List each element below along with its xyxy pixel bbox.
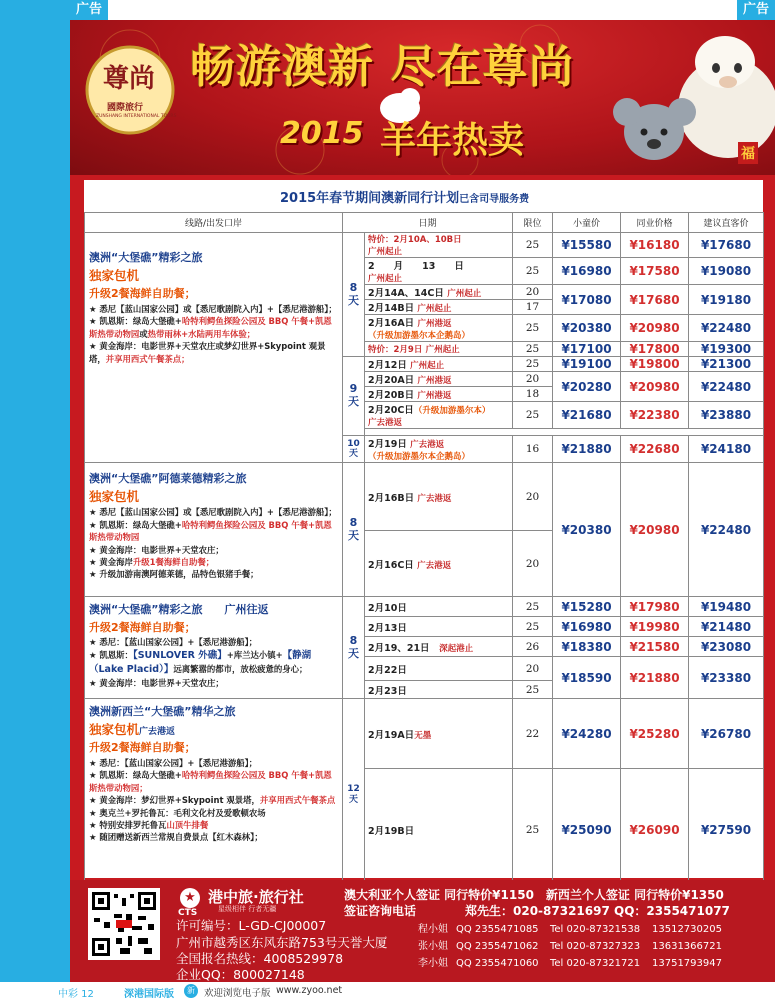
header-route: 线路/出发口岸 — [85, 213, 343, 233]
header-retail: 建议直客价 — [689, 213, 764, 233]
itinerary-item: ★ 奥克兰+罗托鲁瓦：毛利文化村及爱歌顿农场 — [89, 807, 266, 818]
visa-contact: 郑先生：020-87321697 QQ：2355471077 — [465, 904, 730, 918]
trade-price: ¥25280 — [621, 699, 689, 769]
contact-row: 程小姐 QQ 2355471085 Tel 020-87321538 13512730205 — [418, 924, 722, 935]
itinerary-item: ★ 悉尼：【蓝山国家公园】+【悉尼港游船】； — [89, 637, 258, 648]
itinerary-item: ★ 凯恩斯：绿岛大堡礁+哈特利鳄鱼探险公园及 BBQ 午餐+凯恩斯热带动物园或热带雨林+水陆两用车体验； — [89, 316, 332, 339]
route-charter: 独家包机广去港返 — [89, 721, 176, 737]
limit-cell: 18 — [513, 387, 553, 402]
date-cell: 2月13日 — [365, 617, 513, 637]
fortune-badge: 福 — [738, 142, 758, 164]
route-title: 澳洲“大堡礁”阿德莱德精彩之旅 — [89, 472, 247, 485]
days-cell: 10 天 — [343, 436, 365, 463]
contact-row: 李小姐 QQ 2355471060 Tel 020-87321721 13751793947 — [418, 958, 722, 969]
limit-cell: 20 — [513, 463, 553, 531]
retail-price: ¥23380 — [689, 657, 764, 699]
ad-tag-right: 广告 — [737, 0, 775, 20]
itinerary-item: ★ 凯恩斯：绿岛大堡礁+哈特利鳄鱼探险公园及 BBQ 午餐+凯恩斯热带动物园； — [89, 770, 332, 793]
logo-char: 尊尚 — [103, 64, 156, 94]
days-cell: 8 天 — [343, 463, 365, 597]
itinerary-item: ★ 悉尼【蓝山国家公园】或【悉尼歌剧院入内】+【悉尼港游船】； — [89, 507, 337, 518]
retail-price: ¥22480 — [689, 315, 764, 342]
trade-price: ¥16180 — [621, 233, 689, 258]
cts-label: CTS — [178, 908, 198, 918]
route-title: 澳洲“大堡礁”精彩之旅 广州往返 — [89, 603, 269, 616]
trade-price: ¥19980 — [621, 617, 689, 637]
child-price: ¥20280 — [553, 372, 621, 402]
logo-en: ZUNSHANG INTERNATIONAL TOURS — [96, 114, 177, 119]
date-cell: 2月23日 — [365, 681, 513, 699]
child-price: ¥16980 — [553, 258, 621, 285]
trade-price: ¥20980 — [621, 463, 689, 597]
limit-cell: 20 — [513, 657, 553, 681]
route-charter: 独家包机 — [89, 488, 140, 504]
date-cell: 2月10日 — [365, 597, 513, 617]
route-cell-g2 — [85, 463, 343, 597]
welcome-text: 欢迎浏览电子版 — [204, 988, 271, 999]
itinerary-item: ★ 黄金海岸：梦幻世界+Skypoint 观景塔，并享用西式午餐茶点 — [89, 795, 336, 806]
trade-price: ¥26090 — [621, 769, 689, 891]
limit-cell: 17 — [513, 300, 553, 315]
date-cell: 2月14A、14C日 广州起止 — [365, 285, 513, 300]
date-cell: 2月20B日 广州港返 — [365, 387, 513, 402]
table-row — [85, 597, 764, 617]
date-cell: 2月22日 — [365, 657, 513, 681]
header-trade: 同业价格 — [621, 213, 689, 233]
retail-price: ¥19080 — [689, 258, 764, 285]
date-cell: 2月20C日（升级加游墨尔本） 广去港返 — [365, 402, 513, 429]
banner-year: 2015 — [280, 116, 364, 151]
tour-price-table — [84, 212, 764, 891]
route-charter: 独家包机 — [89, 267, 140, 283]
retail-price: ¥21300 — [689, 357, 764, 372]
logo-sub: 國際旅行 — [107, 103, 144, 113]
itinerary-item: ★ 黄金海岸：电影世界+天堂农庄或梦幻世界+Skypoint 观景塔，并享用西式午餐茶点； — [89, 341, 326, 364]
site-url[interactable]: www.zyoo.net — [276, 985, 343, 996]
route-upgrade: 升级2餐海鲜自助餐； — [89, 620, 196, 634]
left-color-bar — [0, 0, 70, 982]
trade-price: ¥21880 — [621, 657, 689, 699]
date-cell: 2月16B日 广去港返 — [365, 463, 513, 531]
table-title: 2015年春节期间澳新同行计划已含司导服务费 — [280, 191, 530, 206]
date-cell: 特价：2月10A、10B日 广州起止 — [365, 233, 513, 258]
limit-cell: 25 — [513, 402, 553, 429]
limit-cell: 25 — [513, 597, 553, 617]
date-cell: 2月16A日 广州港返 （升级加游墨尔本企鹅岛） — [365, 315, 513, 342]
child-price: ¥20380 — [553, 463, 621, 597]
visa-label: 签证咨询电话 — [344, 904, 417, 918]
trade-price: ¥22680 — [621, 436, 689, 463]
date-cell: 2月19日 广去港返 （升级加游墨尔本企鹅岛） — [365, 436, 513, 463]
date-cell: 2月12日 广州起止 — [365, 357, 513, 372]
route-cell-g1 — [85, 233, 343, 463]
days-cell: 8 天 — [343, 233, 365, 357]
retail-price: ¥23880 — [689, 402, 764, 429]
date-cell: 2月20A日 广州港返 — [365, 372, 513, 387]
route-title: 澳洲“大堡礁”精彩之旅 — [89, 251, 203, 264]
route-title: 澳洲新西兰“大堡礁”精华之旅 — [89, 705, 236, 718]
page-footer — [0, 982, 775, 1000]
table-row — [85, 233, 764, 258]
child-price: ¥25090 — [553, 769, 621, 891]
itinerary-item: ★ 悉尼【蓝山国家公园】或【悉尼歌剧院入内】+【悉尼港游船】； — [89, 303, 337, 314]
trade-price: ¥19800 — [621, 357, 689, 372]
child-price: ¥16980 — [553, 617, 621, 637]
limit-cell: 25 — [513, 357, 553, 372]
trade-price: ¥20980 — [621, 372, 689, 402]
agency-footer — [70, 880, 775, 982]
contact-row: 张小姐 QQ 2355471062 Tel 020-87327323 13631366721 — [418, 941, 722, 952]
limit-cell: 25 — [513, 315, 553, 342]
limit-cell: 25 — [513, 233, 553, 258]
agency-brand: 港中旅·旅行社 — [208, 888, 304, 906]
limit-cell: 20 — [513, 372, 553, 387]
retail-price: ¥22480 — [689, 372, 764, 402]
license-number: 许可编号：L-GD-CJ00007 — [176, 918, 327, 933]
itinerary-item: ★ 悉尼：【蓝山国家公园】+【悉尼港游船】； — [89, 757, 258, 768]
banner-headline: 畅游澳新 尽在尊尚 — [190, 40, 575, 93]
retail-price: ¥24180 — [689, 436, 764, 463]
date-cell: 2月19B日 — [365, 769, 513, 891]
itinerary-item: ★ 凯恩斯：【SUNLOVER 外礁】+库兰达小镇+【静湖（Lake Placid）】远离繁嚣的都市，放松疲惫的身心； — [89, 649, 312, 675]
retail-price: ¥22480 — [689, 463, 764, 597]
child-price: ¥18590 — [553, 657, 621, 699]
section-name: 深港国际版 — [124, 989, 174, 1000]
child-price: ¥24280 — [553, 699, 621, 769]
route-upgrade: 升级2餐海鲜自助餐； — [89, 741, 196, 755]
itinerary-item: ★ 黄金海岸：电影世界+天堂农庄； — [89, 544, 224, 555]
retail-price: ¥19300 — [689, 342, 764, 357]
route-cell-g4 — [85, 699, 343, 891]
header-date: 日期 — [343, 213, 513, 233]
itinerary-item: ★ 黄金海岸升级1餐海鲜自助餐； — [89, 557, 215, 567]
child-price: ¥17100 — [553, 342, 621, 357]
hotline: 全国报名热线：4008529978 — [176, 951, 344, 966]
qr-code — [88, 888, 160, 960]
route-upgrade: 升级2餐海鲜自助餐； — [89, 287, 196, 301]
qr-code-icon — [92, 892, 156, 956]
date-cell: 特价：2月9日 广州起止 — [365, 342, 513, 357]
retail-price: ¥27590 — [689, 769, 764, 891]
itinerary-item: ★ 升级加游南澳阿德莱德，品特色银猪手餐； — [89, 569, 259, 580]
retail-price: ¥23080 — [689, 637, 764, 657]
enterprise-qq: 企业QQ：800027148 — [176, 967, 305, 982]
date-cell: 2月14B日 广州起止 — [365, 300, 513, 315]
trade-price: ¥17580 — [621, 258, 689, 285]
page-number: 中彩 12 — [58, 989, 94, 1000]
days-cell: 12 天 — [343, 699, 365, 891]
limit-cell: 20 — [513, 531, 553, 597]
itinerary-item: ★ 凯恩斯：绿岛大堡礁+哈特利鳄鱼探险公园及 BBQ 午餐+凯恩斯热带动物园 — [89, 519, 332, 543]
date-cell: 2月16C日 广去港返 — [365, 531, 513, 597]
limit-cell: 25 — [513, 342, 553, 357]
child-price: ¥21880 — [553, 436, 621, 463]
days-cell: 8 天 — [343, 597, 365, 699]
limit-cell: 22 — [513, 699, 553, 769]
days-cell: 9 天 — [343, 357, 365, 436]
trade-price: ¥17680 — [621, 285, 689, 315]
retail-price: ¥17680 — [689, 233, 764, 258]
paper-logo-icon: 新 — [184, 984, 198, 998]
itinerary-item: ★ 特别安排罗托鲁瓦山顶牛排餐 — [89, 820, 209, 831]
contact-list — [418, 920, 722, 971]
cts-star-icon: ★ — [180, 888, 200, 908]
retail-price: ¥19480 — [689, 597, 764, 617]
trade-price: ¥20980 — [621, 315, 689, 342]
agency-slogan: 星级相伴 行者无疆 — [218, 905, 277, 913]
child-price: ¥17080 — [553, 285, 621, 315]
trade-price: ¥21580 — [621, 637, 689, 657]
retail-price: ¥21480 — [689, 617, 764, 637]
header-child: 小童价 — [553, 213, 621, 233]
child-price: ¥18380 — [553, 637, 621, 657]
agency-address: 广州市越秀区东风东路753号天誉大厦 — [176, 935, 388, 950]
date-cell: 2 月 13 日 广州起止 — [365, 258, 513, 285]
child-price: ¥20380 — [553, 315, 621, 342]
limit-cell: 25 — [513, 258, 553, 285]
itinerary-item: ★ 黄金海岸：电影世界+天堂农庄； — [89, 677, 224, 688]
child-price: ¥15580 — [553, 233, 621, 258]
retail-price: ¥26780 — [689, 699, 764, 769]
limit-cell: 25 — [513, 617, 553, 637]
limit-cell: 26 — [513, 637, 553, 657]
promo-banner — [70, 20, 775, 175]
child-price: ¥15280 — [553, 597, 621, 617]
date-cell: 2月19A日无墨 — [365, 699, 513, 769]
limit-cell: 25 — [513, 681, 553, 699]
trade-price: ¥17980 — [621, 597, 689, 617]
child-price: ¥21680 — [553, 402, 621, 429]
itinerary-item: ★ 随团赠送新西兰常规自费景点【红木森林】； — [89, 832, 263, 843]
ad-tag-left: 广告 — [70, 0, 108, 20]
limit-cell: 16 — [513, 436, 553, 463]
retail-price: ¥19180 — [689, 285, 764, 315]
visa-offer: 澳大利亚个人签证 同行特价¥1150 新西兰个人签证 同行特价¥1350 — [344, 888, 724, 902]
route-cell-g3 — [85, 597, 343, 699]
table-header-row — [85, 213, 764, 233]
child-price: ¥19100 — [553, 357, 621, 372]
trade-price: ¥22380 — [621, 402, 689, 429]
header-limit: 限位 — [513, 213, 553, 233]
trade-price: ¥17800 — [621, 342, 689, 357]
limit-cell: 25 — [513, 769, 553, 891]
date-cell: 2月19、21日 深起港止 — [365, 637, 513, 657]
banner-sub: 羊年热卖 — [380, 120, 525, 161]
table-row — [85, 699, 764, 769]
table-row — [85, 463, 764, 531]
limit-cell: 20 — [513, 285, 553, 300]
